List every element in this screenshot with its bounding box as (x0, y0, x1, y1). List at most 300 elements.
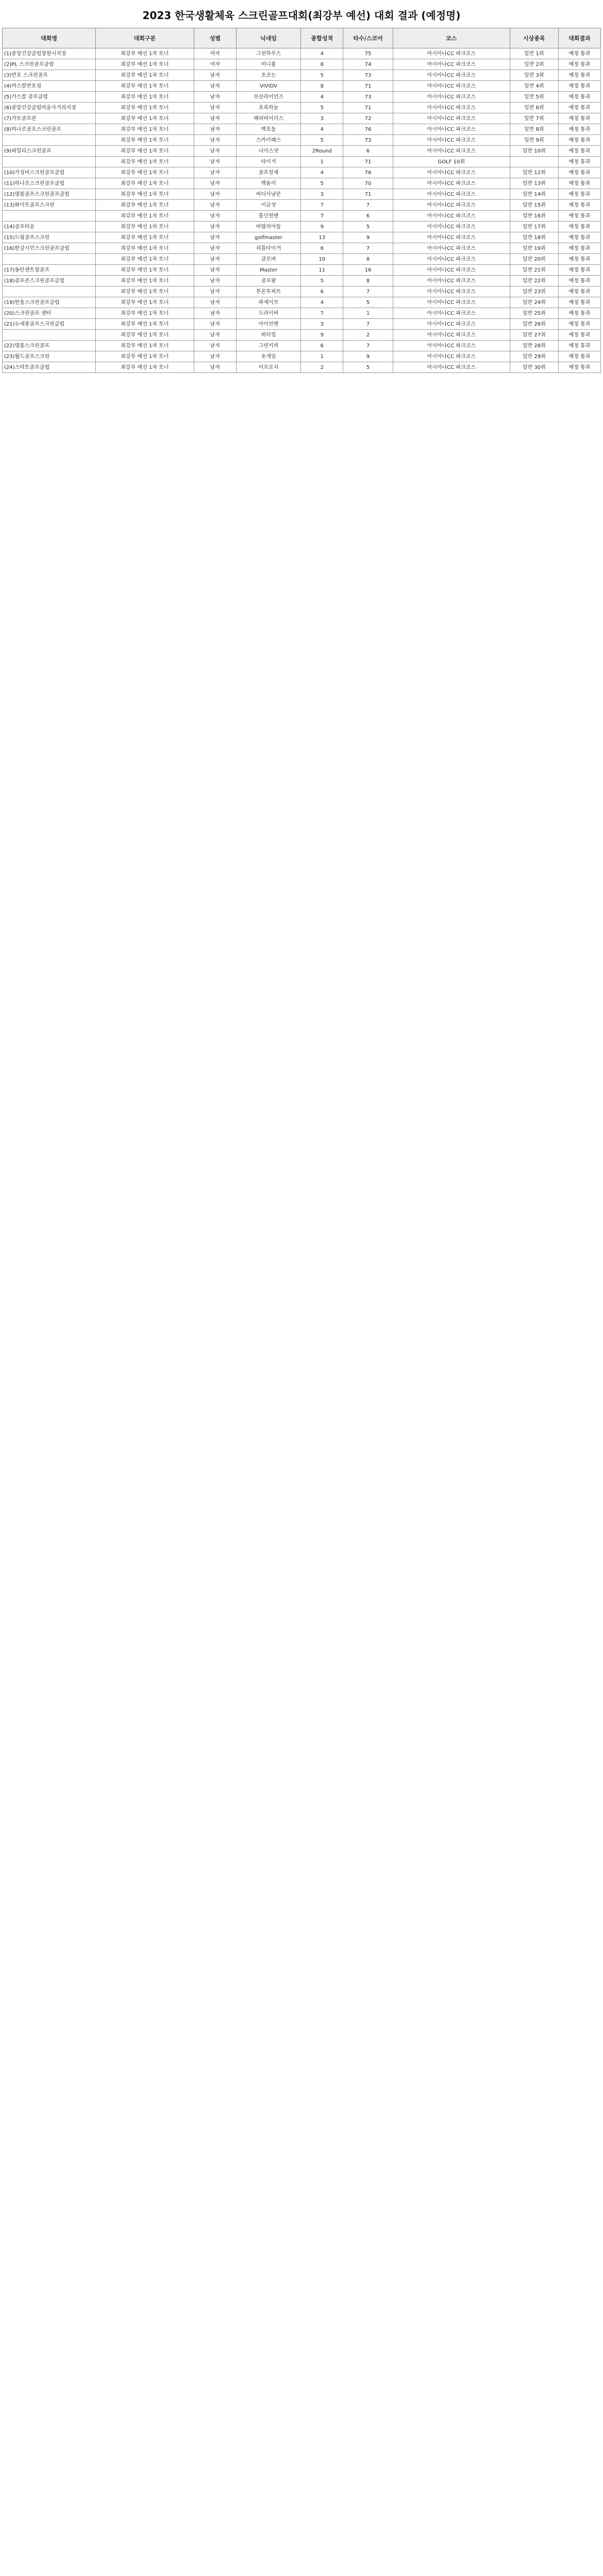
overall-cell: 3 (301, 319, 343, 330)
header-course: 코스 (393, 28, 510, 48)
table-row (3, 200, 601, 211)
table-body (3, 48, 601, 373)
venue-cell: (2)PL 스크린골프클럽 (3, 59, 96, 70)
venue-cell (3, 330, 96, 341)
result-cell: 예정 통과 (558, 189, 600, 200)
score-cell: 72 (343, 113, 393, 124)
nickname-cell: 그린키퍼 (236, 341, 301, 351)
course-cell: 아시아나CC 파크코스 (393, 222, 510, 232)
overall-cell: 7 (301, 308, 343, 319)
nickname-cell: 퍼터킹 (236, 330, 301, 341)
score-cell: 8 (343, 254, 393, 265)
score-cell: 73 (343, 92, 393, 103)
division-cell: 최강부 예선 1차 토너 (96, 92, 194, 103)
table-row (3, 124, 601, 135)
division-cell: 최강부 예선 1차 토너 (96, 362, 194, 373)
division-cell: 최강부 예선 1차 토너 (96, 146, 194, 157)
table-row (3, 286, 601, 297)
score-cell: 9 (343, 232, 393, 243)
score-cell: 75 (343, 48, 393, 59)
award-cell: 일반 30위 (510, 362, 558, 373)
overall-cell: 3 (301, 113, 343, 124)
nickname-cell: 그린하우스 (236, 48, 301, 59)
venue-cell: (6)중앙건강클럽마을사거리지점 (3, 103, 96, 113)
table-row (3, 92, 601, 103)
division-cell: 최강부 예선 1차 토너 (96, 167, 194, 178)
nickname-cell: 골프왕 (236, 276, 301, 286)
table-row (3, 103, 601, 113)
venue-cell: (3)반포 스크린골프 (3, 70, 96, 81)
result-cell: 예정 통과 (558, 70, 600, 81)
nickname-cell: 해피바이러스 (236, 113, 301, 124)
nickname-cell: 파세이브 (236, 297, 301, 308)
award-cell: 일반 7위 (510, 113, 558, 124)
header-overall: 종합성적 (301, 28, 343, 48)
gender-cell: 남자 (194, 341, 236, 351)
division-cell: 최강부 예선 1차 토너 (96, 265, 194, 276)
gender-cell: 남자 (194, 92, 236, 103)
table-row (3, 135, 601, 146)
overall-cell: 7 (301, 200, 343, 211)
gender-cell: 남자 (194, 286, 236, 297)
division-cell: 최강부 예선 1차 토너 (96, 319, 194, 330)
venue-cell: (9)파밀리스크린골프 (3, 146, 96, 157)
division-cell: 최강부 예선 1차 토너 (96, 135, 194, 146)
award-cell: 일반 16위 (510, 211, 558, 222)
division-cell: 최강부 예선 1차 토너 (96, 81, 194, 92)
award-cell: 일반 22위 (510, 276, 558, 286)
table-row (3, 211, 601, 222)
division-cell: 최강부 예선 1차 토너 (96, 330, 194, 341)
table-row (3, 189, 601, 200)
division-cell: 최강부 예선 1차 토너 (96, 48, 194, 59)
venue-cell: (7)가또골프관 (3, 113, 96, 124)
header-venue: 대회명 (3, 28, 96, 48)
gender-cell: 남자 (194, 351, 236, 362)
nickname-cell: VIVIDV (236, 81, 301, 92)
gender-cell: 남자 (194, 330, 236, 341)
award-cell: 일반 26위 (510, 319, 558, 330)
division-cell: 최강부 예선 1차 토너 (96, 178, 194, 189)
course-cell: 아시아나CC 파크코스 (393, 254, 510, 265)
result-cell: 예정 통과 (558, 124, 600, 135)
score-cell: 76 (343, 124, 393, 135)
table-header (3, 28, 601, 48)
overall-cell: 4 (301, 167, 343, 178)
overall-cell: 4 (301, 124, 343, 135)
course-cell: 아시아나CC 파크코스 (393, 113, 510, 124)
award-cell: 일반 9위 (510, 135, 558, 146)
course-cell: 아시아나CC 파크코스 (393, 319, 510, 330)
division-cell: 최강부 예선 1차 토너 (96, 113, 194, 124)
nickname-cell: 바람의아들 (236, 222, 301, 232)
venue-cell: (19)한울스크린골프클럽 (3, 297, 96, 308)
venue-cell (3, 286, 96, 297)
course-cell: 아시아나CC 파크코스 (393, 265, 510, 276)
award-cell: 일반 5위 (510, 92, 558, 103)
award-cell: 일반 27위 (510, 330, 558, 341)
overall-cell: 6 (301, 341, 343, 351)
course-cell: 아시아나CC 파크코스 (393, 362, 510, 373)
result-cell: 예정 통과 (558, 92, 600, 103)
nickname-cell: 스카이패스 (236, 135, 301, 146)
award-cell: 일반 1위 (510, 48, 558, 59)
gender-cell: 남자 (194, 103, 236, 113)
result-cell: 예정 통과 (558, 81, 600, 92)
gender-cell: 여자 (194, 48, 236, 59)
result-cell: 예정 통과 (558, 232, 600, 243)
award-cell: 일반 8위 (510, 124, 558, 135)
gender-cell: 남자 (194, 167, 236, 178)
nickname-cell: 숏게임 (236, 351, 301, 362)
award-cell: 일반 24위 (510, 297, 558, 308)
gender-cell: 남자 (194, 254, 236, 265)
result-cell: 예정 통과 (558, 59, 600, 70)
gender-cell: 남자 (194, 297, 236, 308)
table-row (3, 254, 601, 265)
course-cell: 아시아나CC 파크코스 (393, 351, 510, 362)
score-cell: 7 (343, 319, 393, 330)
gender-cell: 남자 (194, 232, 236, 243)
score-cell: 74 (343, 59, 393, 70)
course-cell: 아시아나CC 파크코스 (393, 146, 510, 157)
table-row (3, 319, 601, 330)
division-cell: 최강부 예선 1차 토너 (96, 157, 194, 167)
score-cell: 71 (343, 103, 393, 113)
overall-cell: 5 (301, 135, 343, 146)
table-row (3, 276, 601, 286)
award-cell: 일반 10위 (510, 146, 558, 157)
course-cell: 아시아나CC 파크코스 (393, 200, 510, 211)
result-cell: 예정 통과 (558, 146, 600, 157)
result-cell: 예정 통과 (558, 178, 600, 189)
venue-cell: (22)명품스크린골프 (3, 341, 96, 351)
result-cell: 예정 통과 (558, 113, 600, 124)
score-cell: 71 (343, 81, 393, 92)
nickname-cell: 이글샷 (236, 200, 301, 211)
score-cell: 8 (343, 276, 393, 286)
nickname-cell: 나이스샷 (236, 146, 301, 157)
gender-cell: 남자 (194, 265, 236, 276)
venue-cell: (18)골프존스크린골프클럽 (3, 276, 96, 286)
nickname-cell: 미니볼 (236, 59, 301, 70)
gender-cell: 남자 (194, 178, 236, 189)
course-cell: 아시아나CC 파크코스 (393, 189, 510, 200)
score-cell: 5 (343, 222, 393, 232)
header-score: 타수/스코어 (343, 28, 393, 48)
table-row (3, 265, 601, 276)
course-cell: 아시아나CC 파크코스 (393, 178, 510, 189)
overall-cell: 4 (301, 92, 343, 103)
award-cell: 일반 6위 (510, 103, 558, 113)
overall-cell: 7 (301, 211, 343, 222)
venue-cell: (15)드림골프스크린 (3, 232, 96, 243)
result-cell: 예정 통과 (558, 276, 600, 286)
division-cell: 최강부 예선 1차 토너 (96, 124, 194, 135)
nickname-cell: 백호들 (236, 124, 301, 135)
award-cell: 일반 2위 (510, 59, 558, 70)
venue-cell: (24)스마트골프클럽 (3, 362, 96, 373)
nickname-cell: 타이거 (236, 157, 301, 167)
award-cell: 일반 13위 (510, 178, 558, 189)
nickname-cell: golfmaster (236, 232, 301, 243)
overall-cell: 6 (301, 286, 343, 297)
score-cell: 7 (343, 286, 393, 297)
score-cell: 71 (343, 189, 393, 200)
division-cell: 최강부 예선 1차 토너 (96, 341, 194, 351)
score-cell: 73 (343, 70, 393, 81)
result-cell: 예정 통과 (558, 308, 600, 319)
course-cell: 아시아나CC 파크코스 (393, 92, 510, 103)
overall-cell: 13 (301, 232, 343, 243)
division-cell: 최강부 예선 1차 토너 (96, 211, 194, 222)
division-cell: 최강부 예선 1차 토너 (96, 254, 194, 265)
header-award: 시상종목 (510, 28, 558, 48)
overall-cell: 5 (301, 103, 343, 113)
header-nickname: 닉네임 (236, 28, 301, 48)
score-cell: 70 (343, 178, 393, 189)
venue-cell (3, 254, 96, 265)
result-cell: 예정 통과 (558, 341, 600, 351)
division-cell: 최강부 예선 1차 토너 (96, 103, 194, 113)
result-cell: 예정 통과 (558, 200, 600, 211)
header-division: 대회구분 (96, 28, 194, 48)
score-cell: 6 (343, 211, 393, 222)
overall-cell: 9 (301, 222, 343, 232)
venue-cell: (12)명품골프스크린골프클럽 (3, 189, 96, 200)
gender-cell: 여자 (194, 59, 236, 70)
overall-cell: 6 (301, 59, 343, 70)
score-cell: 7 (343, 341, 393, 351)
gender-cell: 남자 (194, 319, 236, 330)
gender-cell: 남자 (194, 157, 236, 167)
venue-cell: (17)동탄센트럴골프 (3, 265, 96, 276)
table-row (3, 308, 601, 319)
result-cell: 예정 통과 (558, 157, 600, 167)
score-cell: 1 (343, 308, 393, 319)
venue-cell: (1)중앙건강클럽창원시지점 (3, 48, 96, 59)
table-row (3, 232, 601, 243)
gender-cell: 남자 (194, 146, 236, 157)
course-cell: 아시아나CC 파크코스 (393, 243, 510, 254)
document-title: 2023 한국생활체육 스크린골프대회(최강부 예선) 대회 결과 (예정명) (142, 9, 461, 22)
result-cell: 예정 통과 (558, 48, 600, 59)
course-cell: 아시아나CC 파크코스 (393, 81, 510, 92)
result-cell: 예정 통과 (558, 286, 600, 297)
division-cell: 최강부 예선 1차 토너 (96, 59, 194, 70)
venue-cell: (11)하나로스크린골프클럽 (3, 178, 96, 189)
score-cell: 16 (343, 265, 393, 276)
venue-cell (3, 211, 96, 222)
table-row (3, 81, 601, 92)
course-cell: 아시아나CC 파크코스 (393, 308, 510, 319)
result-cell: 예정 통과 (558, 211, 600, 222)
award-cell: 일반 4위 (510, 81, 558, 92)
score-cell: 7 (343, 200, 393, 211)
table-row (3, 222, 601, 232)
venue-cell: (10)가성비스크린골프클럽 (3, 167, 96, 178)
course-cell: 아시아나CC 파크코스 (393, 124, 510, 135)
score-cell: 5 (343, 297, 393, 308)
course-cell: 아시아나CC 파크코스 (393, 330, 510, 341)
course-cell: 아시아나CC 파크코스 (393, 135, 510, 146)
score-cell: 5 (343, 362, 393, 373)
course-cell: 아시아나CC 파크코스 (393, 70, 510, 81)
overall-cell: 10 (301, 254, 343, 265)
result-cell: 예정 통과 (558, 254, 600, 265)
division-cell: 최강부 예선 1차 토너 (96, 232, 194, 243)
course-cell: 아시아나CC 파크코스 (393, 297, 510, 308)
score-cell: 7 (343, 243, 393, 254)
overall-cell: 9 (301, 330, 343, 341)
award-cell: 일반 12위 (510, 167, 558, 178)
nickname-cell: 리틀타이거 (236, 243, 301, 254)
nickname-cell: 어프로치 (236, 362, 301, 373)
award-cell: 일반 29위 (510, 351, 558, 362)
division-cell: 최강부 예선 1차 토너 (96, 286, 194, 297)
header-row (3, 28, 601, 48)
score-cell: 6 (343, 146, 393, 157)
nickname-cell: Master (236, 265, 301, 276)
course-cell: 아시아나CC 파크코스 (393, 48, 510, 59)
nickname-cell: 버디사냥꾼 (236, 189, 301, 200)
result-cell: 예정 통과 (558, 103, 600, 113)
venue-cell: (14)골프타운 (3, 222, 96, 232)
result-cell: 예정 통과 (558, 222, 600, 232)
division-cell: 최강부 예선 1차 토너 (96, 70, 194, 81)
nickname-cell: 클로버 (236, 254, 301, 265)
header-gender: 성별 (194, 28, 236, 48)
overall-cell: 4 (301, 297, 343, 308)
gender-cell: 남자 (194, 124, 236, 135)
venue-cell: (23)월드골프스크린 (3, 351, 96, 362)
course-cell: 아시아나CC 파크코스 (393, 103, 510, 113)
venue-cell: (4)까스칼반포점 (3, 81, 96, 92)
table-row (3, 167, 601, 178)
overall-cell: 8 (301, 81, 343, 92)
table-row (3, 70, 601, 81)
award-cell: 일반 20위 (510, 254, 558, 265)
course-cell: 아시아나CC 파크코스 (393, 232, 510, 243)
header-result: 대회결과 (558, 28, 600, 48)
gender-cell: 남자 (194, 189, 236, 200)
score-cell: 76 (343, 167, 393, 178)
nickname-cell: 홀인원맨 (236, 211, 301, 222)
table-row (3, 178, 601, 189)
gender-cell: 남자 (194, 362, 236, 373)
division-cell: 최강부 예선 1차 토너 (96, 351, 194, 362)
nickname-cell: 부산라이언즈 (236, 92, 301, 103)
course-cell: 아시아나CC 파크코스 (393, 167, 510, 178)
score-cell: 73 (343, 135, 393, 146)
result-cell: 예정 통과 (558, 330, 600, 341)
table-row (3, 351, 601, 362)
venue-cell: (16)한강시민스크린골프클럽 (3, 243, 96, 254)
overall-cell: 3 (301, 189, 343, 200)
award-cell: 일반 3위 (510, 70, 558, 81)
overall-cell: 6 (301, 243, 343, 254)
award-cell (510, 157, 558, 167)
overall-cell: 2Round (301, 146, 343, 157)
venue-cell: (5)가스칼 골프클럽 (3, 92, 96, 103)
course-cell: 아시아나CC 파크코스 (393, 341, 510, 351)
venue-cell (3, 135, 96, 146)
score-cell: 9 (343, 351, 393, 362)
award-cell: 일반 23위 (510, 286, 558, 297)
gender-cell: 남자 (194, 200, 236, 211)
result-cell: 예정 통과 (558, 297, 600, 308)
overall-cell: 11 (301, 265, 343, 276)
course-cell: GOLF 10위 (393, 157, 510, 167)
results-table (2, 28, 601, 373)
table-row (3, 48, 601, 59)
result-cell: 예정 통과 (558, 135, 600, 146)
division-cell: 최강부 예선 1차 토너 (96, 189, 194, 200)
overall-cell: 4 (301, 48, 343, 59)
overall-cell: 5 (301, 276, 343, 286)
gender-cell: 남자 (194, 135, 236, 146)
award-cell: 일반 19위 (510, 243, 558, 254)
division-cell: 최강부 예선 1차 토너 (96, 222, 194, 232)
nickname-cell: 초코는 (236, 70, 301, 81)
nickname-cell: 아이언맨 (236, 319, 301, 330)
division-cell: 최강부 예선 1차 토너 (96, 308, 194, 319)
award-cell: 일반 28위 (510, 341, 558, 351)
course-cell: 아시아나CC 파크코스 (393, 276, 510, 286)
nickname-cell: 골프천재 (236, 167, 301, 178)
gender-cell: 남자 (194, 243, 236, 254)
division-cell: 최강부 예선 1차 토너 (96, 243, 194, 254)
page (0, 0, 603, 373)
table-row (3, 157, 601, 167)
table-row (3, 146, 601, 157)
division-cell: 최강부 예선 1차 토너 (96, 200, 194, 211)
result-cell: 예정 통과 (558, 362, 600, 373)
venue-cell: (13)화이트골프스크린 (3, 200, 96, 211)
nickname-cell: 투온투퍼트 (236, 286, 301, 297)
table-row (3, 362, 601, 373)
award-cell: 일반 15위 (510, 200, 558, 211)
result-cell: 예정 통과 (558, 351, 600, 362)
overall-cell: 5 (301, 178, 343, 189)
score-cell: 71 (343, 157, 393, 167)
result-cell: 예정 통과 (558, 319, 600, 330)
table-row (3, 330, 601, 341)
division-cell: 최강부 예선 1차 토너 (96, 297, 194, 308)
table-row (3, 243, 601, 254)
result-cell: 예정 통과 (558, 265, 600, 276)
course-cell: 아시아나CC 파크코스 (393, 59, 510, 70)
gender-cell: 남자 (194, 113, 236, 124)
score-cell: 2 (343, 330, 393, 341)
award-cell: 일반 21위 (510, 265, 558, 276)
table-row (3, 113, 601, 124)
award-cell: 일반 14위 (510, 189, 558, 200)
venue-cell: (21)뉴세종골프스크린클럽 (3, 319, 96, 330)
award-cell: 일반 17위 (510, 222, 558, 232)
table-row (3, 297, 601, 308)
gender-cell: 남자 (194, 81, 236, 92)
division-cell: 최강부 예선 1차 토너 (96, 276, 194, 286)
course-cell: 아시아나CC 파크코스 (393, 286, 510, 297)
nickname-cell: 초록하늘 (236, 103, 301, 113)
gender-cell: 남자 (194, 211, 236, 222)
result-cell: 예정 통과 (558, 243, 600, 254)
table-row (3, 341, 601, 351)
award-cell: 일반 25위 (510, 308, 558, 319)
nickname-cell: 드라이버 (236, 308, 301, 319)
course-cell: 아시아나CC 파크코스 (393, 211, 510, 222)
